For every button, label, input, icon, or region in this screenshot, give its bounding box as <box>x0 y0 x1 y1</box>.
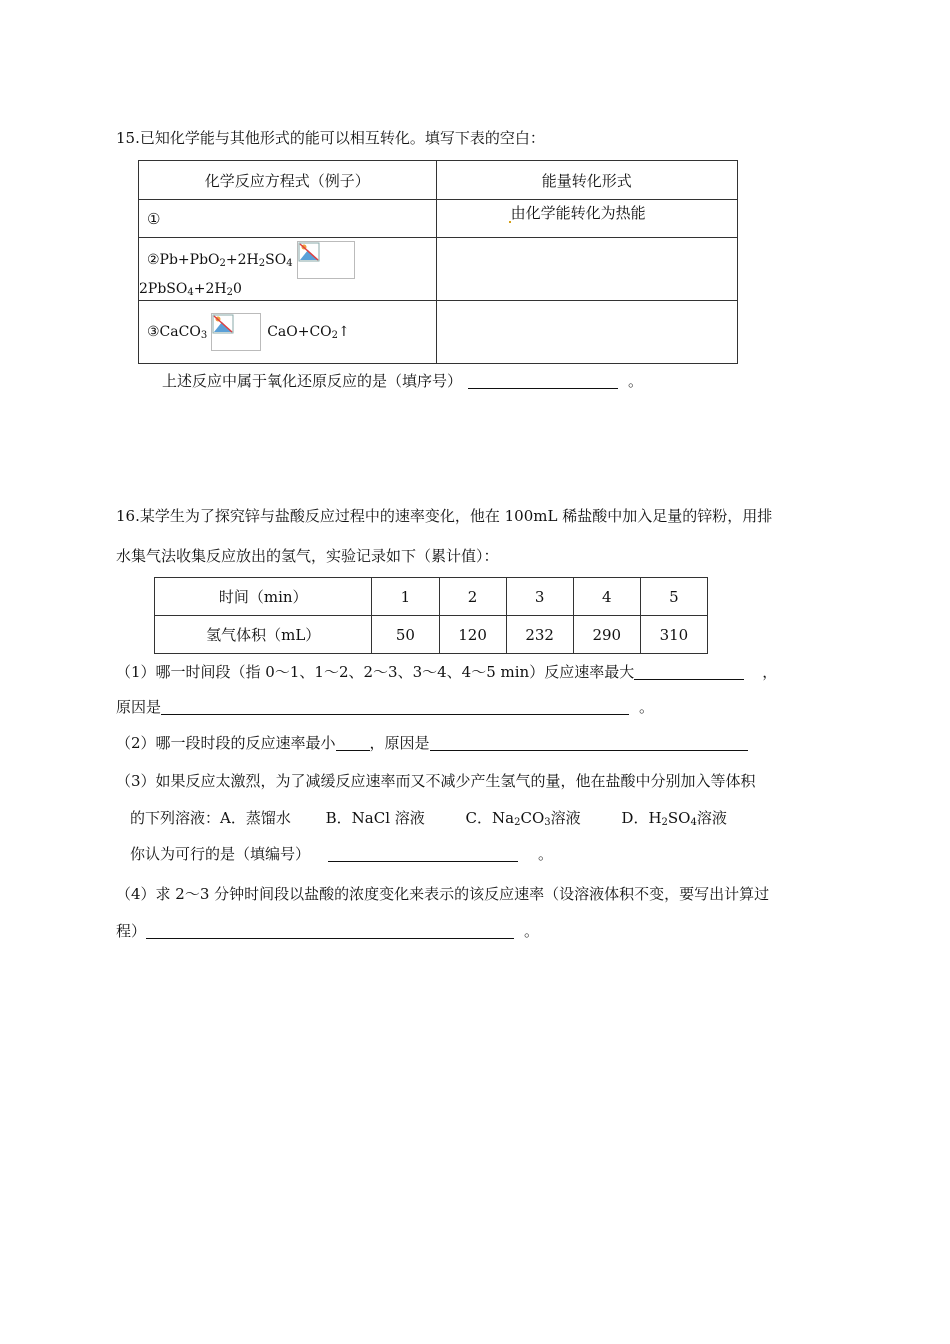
row2-products: $2PbSO_4+2H_20$ <box>139 281 242 298</box>
time-cell: 3 <box>506 578 573 616</box>
option-c: C．$Na_2CO_3$溶液 <box>465 809 581 828</box>
q16-part3-line1: （3）如果反应太激烈，为了减缓反应速率而又不减少产生氢气的量，他在盐酸中分别加入等体积 <box>116 772 756 790</box>
q16-part4-line2: 程） 。 <box>116 922 540 940</box>
q16-data-table <box>154 577 708 654</box>
row1-equation <box>139 200 437 238</box>
volume-cell: 290 <box>573 616 640 654</box>
row3-reactant: ③CaCO$_3$ <box>147 324 208 341</box>
row2-equation <box>139 238 437 301</box>
q16-title-line2: 水集气法收集反应放出的氢气，实验记录如下（累计值）： <box>116 547 499 565</box>
row2-reactants: $②Pb+PbO_2+2H_2SO_4$ <box>147 252 293 269</box>
volume-cell: 232 <box>506 616 573 654</box>
q16-part2: （2）哪一段时段的反应速率最小 ，原因是 <box>116 732 748 753</box>
row1-energy <box>436 200 737 238</box>
broken-image-icon <box>297 241 355 279</box>
answer-blank[interactable] <box>336 734 370 751</box>
answer-blank[interactable] <box>430 734 748 751</box>
row2-energy <box>436 238 737 301</box>
time-cell: 5 <box>640 578 707 616</box>
broken-image-icon <box>211 313 261 351</box>
time-cell: 1 <box>372 578 439 616</box>
option-b: B．NaCl 溶液 <box>325 809 425 827</box>
time-cell: 4 <box>573 578 640 616</box>
volume-cell: 310 <box>640 616 707 654</box>
answer-blank[interactable] <box>634 663 744 680</box>
header-equation: 化学反应方程式（例子） <box>139 161 437 200</box>
time-label: 时间（min） <box>155 578 372 616</box>
q16-part4-line1: （4）求 2～3 分钟时间段以盐酸的浓度变化来表示的该反应速率（设溶液体积不变，要写出计算过 <box>116 885 770 903</box>
time-cell: 2 <box>439 578 506 616</box>
row3-energy <box>436 301 737 364</box>
row1-number: ① <box>147 209 161 228</box>
row3-equation <box>139 301 437 364</box>
q15-energy-table <box>138 160 738 364</box>
q16-title-line1: 16.某学生为了探究锌与盐酸反应过程中的速率变化，他在 100mL 稀盐酸中加入足量的锌粉，用排 <box>116 507 773 525</box>
row3-products: $CaO+CO_2↑$ <box>267 324 350 341</box>
answer-blank[interactable] <box>468 372 618 389</box>
volume-label: 氢气体积（mL） <box>155 616 372 654</box>
volume-cell: 120 <box>439 616 506 654</box>
q15-question: 上述反应中属于氧化还原反应的是（填序号） 。 <box>162 372 644 390</box>
q15-title: 15.已知化学能与其他形式的能可以相互转化。填写下表的空白： <box>116 129 545 147</box>
row1-energy-text: 由化学能转化为热能 <box>510 204 646 222</box>
volume-cell: 50 <box>372 616 439 654</box>
q16-part1: （1）哪一时间段（指 0～1、1～2、2～3、3～4、4～5 min）反应速率最大 ， <box>116 663 778 681</box>
q16-part1-reason: 原因是 。 <box>116 698 655 716</box>
q16-part3-options: 的下列溶液：A．蒸馏水 B．NaCl 溶液 C．$Na_2CO_3$溶液 D．$H_2SO_4$溶液 <box>130 809 727 828</box>
answer-blank[interactable] <box>161 698 629 715</box>
header-energy-form: 能量转化形式 <box>436 161 737 200</box>
option-d: D．$H_2SO_4$溶液 <box>621 809 727 828</box>
answer-blank[interactable] <box>146 922 514 939</box>
q16-part3-answer: 你认为可行的是（填编号） 。 <box>130 845 554 863</box>
answer-blank[interactable] <box>328 845 518 862</box>
